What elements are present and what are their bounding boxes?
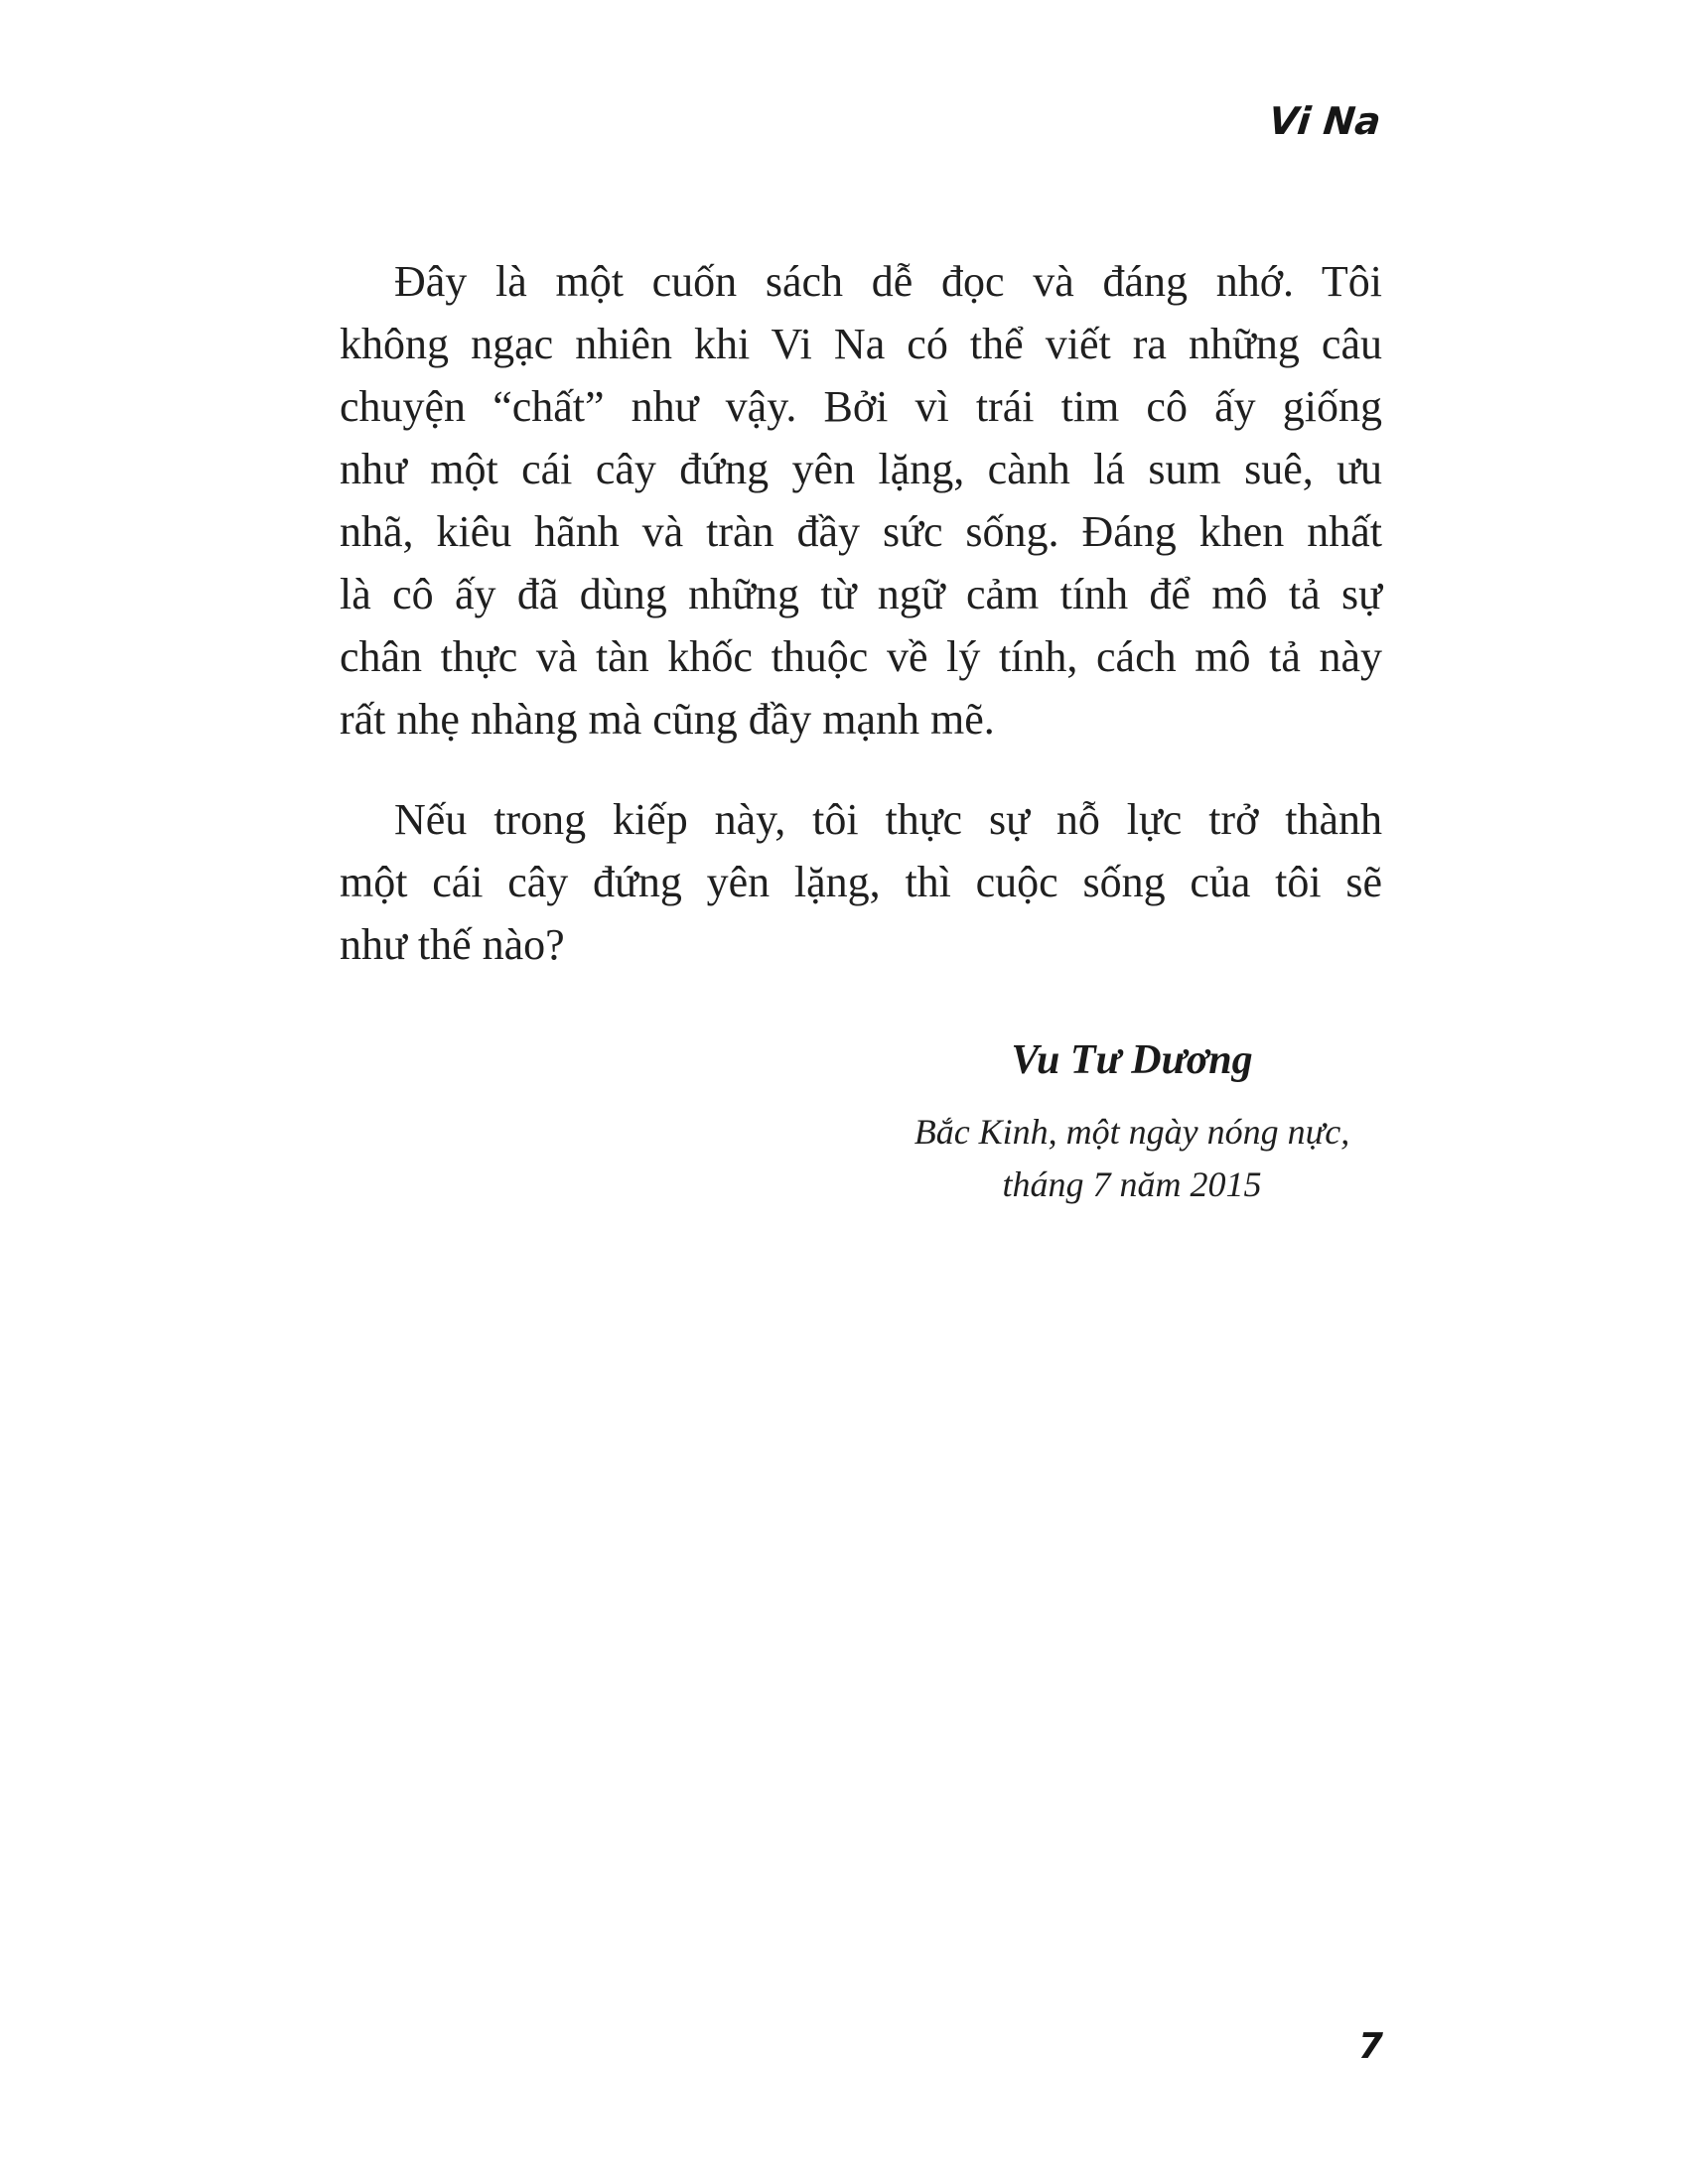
signature-name: Vu Tư Dương xyxy=(1011,1037,1253,1083)
signature-block xyxy=(340,1032,1382,1211)
body-line: rất nhẹ nhàng mà cũng đầy mạnh mẽ. xyxy=(340,695,995,744)
signature-inner xyxy=(882,1032,1382,1211)
body-line: Đây là một cuốn sách dễ đọc và đáng nhớ. Tôi xyxy=(394,257,1382,306)
signature-place: Bắc Kinh, một ngày nóng nực, xyxy=(914,1112,1350,1152)
paragraph xyxy=(340,788,1382,976)
running-header: Vi Na xyxy=(1266,99,1383,143)
body-line: như một cái cây đứng yên lặng, cành lá sum suê, ưu xyxy=(340,445,1382,493)
body-line: nhã, kiêu hãnh và tràn đầy sức sống. Đáng khen nhất xyxy=(340,507,1382,556)
page-number: 7 xyxy=(1357,2026,1383,2067)
body-line: một cái cây đứng yên lặng, thì cuộc sống của tôi sẽ xyxy=(340,858,1382,906)
body-line: không ngạc nhiên khi Vi Na có thể viết ra những câu xyxy=(340,320,1382,368)
body-line: như thế nào? xyxy=(340,920,565,969)
body-line: là cô ấy đã dùng những từ ngữ cảm tính để mô tả sự xyxy=(340,570,1382,618)
body-text-block xyxy=(340,250,1382,976)
body-line: chuyện “chất” như vậy. Bởi vì trái tim cô ấy giống xyxy=(340,382,1382,431)
body-line: chân thực và tàn khốc thuộc về lý tính, cách mô tả này xyxy=(340,632,1382,681)
body-line: Nếu trong kiếp này, tôi thực sự nỗ lực trở thành xyxy=(394,795,1382,844)
paragraph xyxy=(340,250,1382,751)
signature-date: tháng 7 năm 2015 xyxy=(1002,1164,1262,1204)
